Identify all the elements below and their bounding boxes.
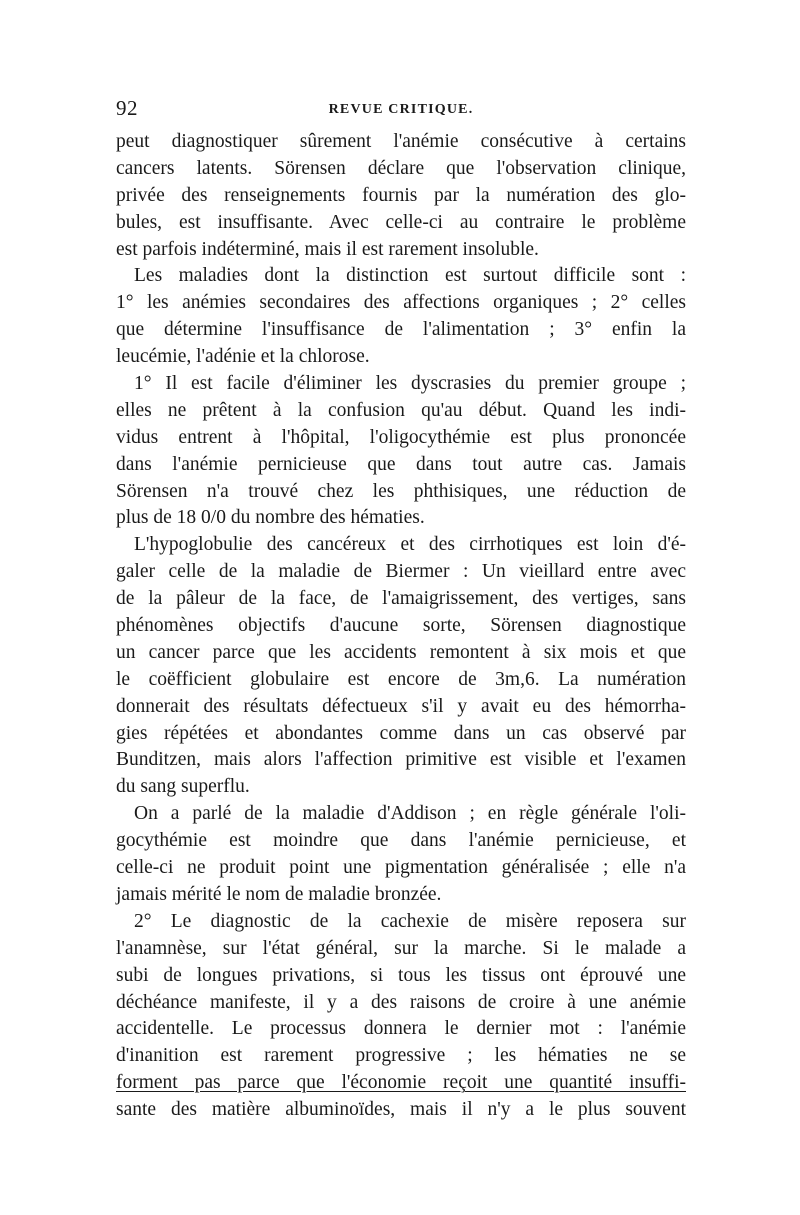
page-header (116, 96, 686, 122)
text-line: elles ne prêtent à la confusion qu'au début. Quand les indi- (116, 399, 686, 421)
text-line: L'hypoglobulie des cancéreux et des cirrhotiques est loin d'é- (134, 534, 686, 556)
text-line: jamais mérité le nom de maladie bronzée. (116, 883, 442, 905)
text-line: déchéance manifeste, il y a des raisons de croire à une anémie (116, 991, 686, 1013)
text-line: d'inanition est rarement progressive ; les hématies ne se (116, 1045, 686, 1067)
text-line: accidentelle. Le processus donnera le dernier mot : l'anémie (116, 1018, 686, 1040)
text-line: 1° Il est facile d'éliminer les dyscrasies du premier groupe ; (134, 373, 686, 395)
text-line: bules, est insuffisante. Avec celle-ci au contraire le problème (116, 211, 686, 233)
text-line: donnerait des résultats défectueux s'il y avait eu des hémorrha- (116, 695, 686, 717)
text-line: peut diagnostiquer sûrement l'anémie consécutive à certains (116, 131, 686, 152)
body-text (116, 129, 686, 1124)
text-line: de la pâleur de la face, de l'amaigrissement, des vertiges, sans (116, 588, 686, 610)
running-title: REVUE CRITIQUE. (328, 102, 474, 117)
text-line: 2° Le diagnostic de la cachexie de misère reposera sur (134, 910, 686, 932)
text-line: Les maladies dont la distinction est surtout difficile sont : (134, 265, 686, 287)
text-line: est parfois indéterminé, mais il est rarement insoluble. (116, 238, 539, 260)
text-line: phénomènes objectifs d'aucune sorte, Sörensen diagnostique (116, 615, 686, 637)
text-line: sante des matière albuminoïdes, mais il n'y a le plus souvent (116, 1099, 686, 1121)
text-line-underlined: forment pas parce que l'économie reçoit une quantité insuffi- (116, 1072, 686, 1094)
text-line: gocythémie est moindre que dans l'anémie pernicieuse, et (116, 830, 686, 852)
text-line: que détermine l'insuffisance de l'alimentation ; 3° enfin la (116, 319, 686, 341)
text-line: Sörensen n'a trouvé chez les phthisiques, une réduction de (116, 480, 686, 502)
text-line: celle-ci ne produit point une pigmentation généralisée ; elle n'a (116, 857, 686, 879)
text-line: Bunditzen, mais alors l'affection primitive est visible et l'examen (116, 749, 686, 771)
text-line: cancers latents. Sörensen déclare que l'observation clinique, (116, 157, 686, 179)
page-number: 92 (116, 96, 138, 120)
text-line: privée des renseignements fournis par la numération des glo- (116, 184, 686, 206)
text-line: dans l'anémie pernicieuse que dans tout autre cas. Jamais (116, 453, 686, 475)
text-line: l'anamnèse, sur l'état général, sur la marche. Si le malade a (116, 937, 686, 959)
text-line: gies répétées et abondantes comme dans un cas observé par (116, 722, 686, 744)
text-line: un cancer parce que les accidents remontent à six mois et que (116, 641, 686, 663)
text-line: On a parlé de la maladie d'Addison ; en règle générale l'oli- (134, 803, 686, 825)
text-line: galer celle de la maladie de Biermer : Un vieillard entre avec (116, 561, 686, 583)
text-line: vidus entrent à l'hôpital, l'oligocythémie est plus prononcée (116, 426, 686, 448)
text-line: 1° les anémies secondaires des affections organiques ; 2° celles (116, 292, 686, 314)
text-line: subi de longues privations, si tous les tissus ont éprouvé une (116, 964, 686, 986)
text-line: du sang superflu. (116, 776, 250, 798)
text-line: le coëfficient globulaire est encore de 3m,6. La numération (116, 668, 686, 690)
text-line: plus de 18 0/0 du nombre des hématies. (116, 507, 425, 529)
text-line: leucémie, l'adénie et la chlorose. (116, 346, 370, 368)
